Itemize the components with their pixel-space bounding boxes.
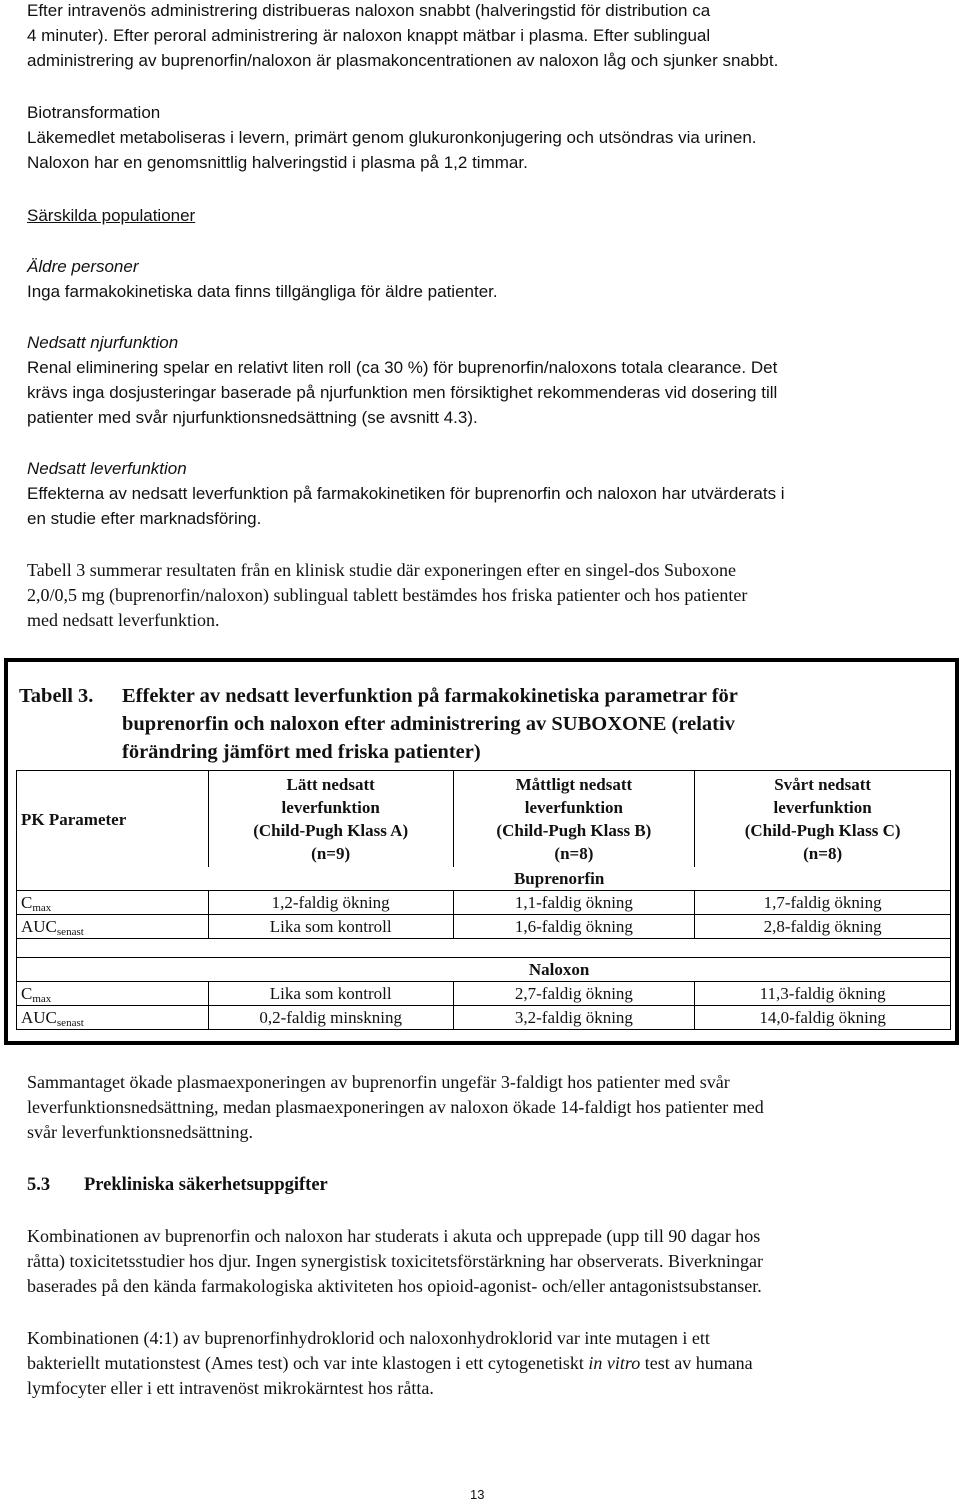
- group-label-buprenorfin: Buprenorfin: [208, 867, 950, 891]
- table-3-title-line-1: Effekter av nedsatt leverfunktion på farmakokinetiska parametrar för: [122, 685, 738, 707]
- p2-line-2-part-a: bakteriellt mutationstest (Ames test) och var inte klastogen i ett cytogenetiskt: [27, 1353, 584, 1373]
- table-row: [17, 891, 951, 915]
- table-intro-line-2: 2,0/0,5 mg (buprenorfin/naloxon) sublingual tablett bestämdes hos friska patienter och hos patienter: [27, 585, 748, 605]
- hepatic-heading: Nedsatt leverfunktion: [27, 459, 187, 478]
- elderly-text: Inga farmakokinetiska data finns tillgängliga för äldre patienter.: [27, 282, 498, 301]
- elderly-section: [27, 254, 498, 304]
- param-subscript: max: [32, 902, 52, 914]
- table-3-title-line-2: buprenorfin och naloxon efter administrering av SUBOXONE (relativ: [122, 713, 735, 735]
- section-5-3-heading: [27, 1173, 328, 1198]
- summary-line-2: leverfunktionsnedsättning, medan plasmaexponeringen av naloxon ökade 14-faldigt hos patienter med: [27, 1097, 764, 1117]
- page-number: 13: [470, 1487, 485, 1502]
- header-severe: [695, 771, 951, 868]
- header-severe-l4: (n=8): [803, 844, 843, 863]
- table-3-title-line-3: förändring jämfört med friska patienter): [122, 741, 481, 763]
- value-cell: 2,7-faldig ökning: [453, 982, 695, 1006]
- renal-section: [27, 330, 777, 430]
- intro-line-3: administrering av buprenorfin/naloxon är plasmakoncentrationen av naloxon låg och sjunker snabbt.: [27, 51, 779, 70]
- header-moderate-l4: (n=8): [554, 844, 594, 863]
- table-intro-line-3: med nedsatt leverfunktion.: [27, 610, 220, 630]
- in-vitro-term: in vitro: [588, 1353, 641, 1373]
- header-mild-l1: Lätt nedsatt: [286, 775, 375, 794]
- special-populations-heading: Särskilda populationer: [27, 206, 196, 225]
- table-row: [17, 915, 951, 939]
- value-cell: 1,1-faldig ökning: [453, 891, 695, 915]
- header-moderate: [453, 771, 695, 868]
- value-cell: 2,8-faldig ökning: [695, 915, 951, 939]
- table-row: [17, 982, 951, 1006]
- renal-line-1-text: Renal eliminering spelar en relativt liten roll (ca 30 %) för buprenorfin/naloxons totala clearance.: [27, 358, 747, 377]
- biotransformation-heading: Biotransformation: [27, 103, 161, 122]
- header-pk-parameter: PK Parameter: [17, 771, 209, 868]
- value-cell: 14,0-faldig ökning: [695, 1006, 951, 1030]
- param-name: C: [21, 893, 33, 912]
- intro-paragraph: [27, 0, 778, 73]
- header-mild: [208, 771, 453, 868]
- value-cell: Lika som kontroll: [208, 915, 453, 939]
- biotransformation-section: [27, 100, 757, 175]
- biotransformation-line-2: Naloxon har en genomsnittlig halveringstid i plasma på 1,2 timmar.: [27, 153, 528, 172]
- value-cell: 1,2-faldig ökning: [208, 891, 453, 915]
- biotransformation-line-1: Läkemedlet metaboliseras i levern, primärt genom glukuronkonjugering och utsöndras via urinen.: [27, 128, 757, 147]
- table-intro-paragraph: [27, 558, 747, 633]
- section-5-3-number: 5.3: [27, 1175, 51, 1195]
- value-cell: 11,3-faldig ökning: [695, 982, 951, 1006]
- section-5-3-paragraph-1: [27, 1224, 763, 1299]
- table-spacer-row: [17, 939, 951, 958]
- table-3-box: [4, 658, 959, 1045]
- section-5-3-p1-line-1: Kombinationen av buprenorfin och naloxon har studerats i akuta och upprepade (upp till 90 dagar hos: [27, 1226, 761, 1246]
- param-name: AUC: [21, 917, 57, 936]
- header-mild-l3: (Child-Pugh Klass A): [253, 821, 409, 840]
- section-5-3-title: Prekliniska säkerhetsuppgifter: [84, 1175, 328, 1195]
- renal-line-1: [27, 355, 777, 380]
- section-5-3-p2-line-3: lymfocyter eller i ett intravenöst mikrokärntest hos råtta.: [27, 1378, 434, 1398]
- value-cell: Lika som kontroll: [208, 982, 453, 1006]
- table-3-label: Tabell 3.: [19, 685, 94, 707]
- header-mild-l2: leverfunktion: [281, 798, 380, 817]
- summary-line-3: svår leverfunktionsnedsättning.: [27, 1122, 253, 1142]
- group-row-naloxon: [17, 958, 951, 982]
- renal-line-3: patienter med svår njurfunktionsnedsättning (se avsnitt 4.3).: [27, 408, 478, 427]
- value-cell: 1,7-faldig ökning: [695, 891, 951, 915]
- section-5-3-p1-line-2: råtta) toxicitetsstudier hos djur. Ingen synergistisk toxicitetsförstärkning har observerats. Biverkningar: [27, 1251, 764, 1271]
- p2-line-2-part-c: test av humana: [644, 1353, 753, 1373]
- pk-table: [16, 770, 951, 1030]
- intro-line-2: 4 minuter). Efter peroral administrering är naloxon knappt mätbar i plasma. Efter sublingual: [27, 26, 711, 45]
- section-5-3-p2-line-2: [27, 1351, 753, 1376]
- hepatic-section: [27, 456, 785, 531]
- section-5-3-p1-line-3: baserades på den kända farmakologiska aktiviteten hos opioid-agonist- och/eller antagonistsubstanser.: [27, 1276, 762, 1296]
- hepatic-line-1: Effekterna av nedsatt leverfunktion på farmakokinetiken för buprenorfin och naloxon har utvärderats i: [27, 484, 785, 503]
- elderly-heading: Äldre personer: [27, 257, 139, 276]
- param-cell: [17, 982, 209, 1006]
- section-5-3-paragraph-2: [27, 1326, 753, 1401]
- header-moderate-l3: (Child-Pugh Klass B): [496, 821, 652, 840]
- group-row-buprenorfin: [17, 867, 951, 891]
- value-cell: 3,2-faldig ökning: [453, 1006, 695, 1030]
- renal-line-2: krävs inga dosjusteringar baserade på njurfunktion men försiktighet rekommenderas vid dosering till: [27, 383, 778, 402]
- header-severe-l2: leverfunktion: [773, 798, 872, 817]
- value-cell: 1,6-faldig ökning: [453, 915, 695, 939]
- table-3-title: [19, 682, 919, 766]
- renal-line-1-tail: Det: [750, 358, 778, 377]
- summary-line-1: Sammantaget ökade plasmaexponeringen av buprenorfin ungefär 3-faldigt hos patienter med svår: [27, 1072, 730, 1092]
- hepatic-line-2: en studie efter marknadsföring.: [27, 509, 262, 528]
- param-cell: [17, 915, 209, 939]
- value-cell: 0,2-faldig minskning: [208, 1006, 453, 1030]
- table-row: [17, 1006, 951, 1030]
- summary-paragraph: [27, 1070, 764, 1145]
- table-header-row: [17, 771, 951, 868]
- param-name: C: [21, 984, 33, 1003]
- section-5-3-p2-line-1: Kombinationen (4:1) av buprenorfinhydroklorid och naloxonhydroklorid var inte mutagen i ett: [27, 1328, 710, 1348]
- param-subscript: max: [32, 993, 52, 1005]
- renal-heading: Nedsatt njurfunktion: [27, 333, 179, 352]
- header-severe-l3: (Child-Pugh Klass C): [744, 821, 901, 840]
- param-cell: [17, 891, 209, 915]
- param-cell: [17, 1006, 209, 1030]
- table-intro-line-1: Tabell 3 summerar resultaten från en klinisk studie där exponeringen efter en singel-dos Suboxone: [27, 560, 737, 580]
- param-name: AUC: [21, 1008, 57, 1027]
- header-moderate-l2: leverfunktion: [524, 798, 624, 817]
- header-severe-l1: Svårt nedsatt: [774, 775, 872, 794]
- header-mild-l4: (n=9): [311, 844, 351, 863]
- group-label-naloxon: Naloxon: [208, 958, 950, 982]
- param-subscript: senast: [56, 1017, 84, 1029]
- param-subscript: senast: [56, 926, 84, 938]
- header-moderate-l1: Måttligt nedsatt: [515, 775, 633, 794]
- intro-line-1: Efter intravenös administrering distribueras naloxon snabbt (halveringstid för distribution ca: [27, 1, 711, 20]
